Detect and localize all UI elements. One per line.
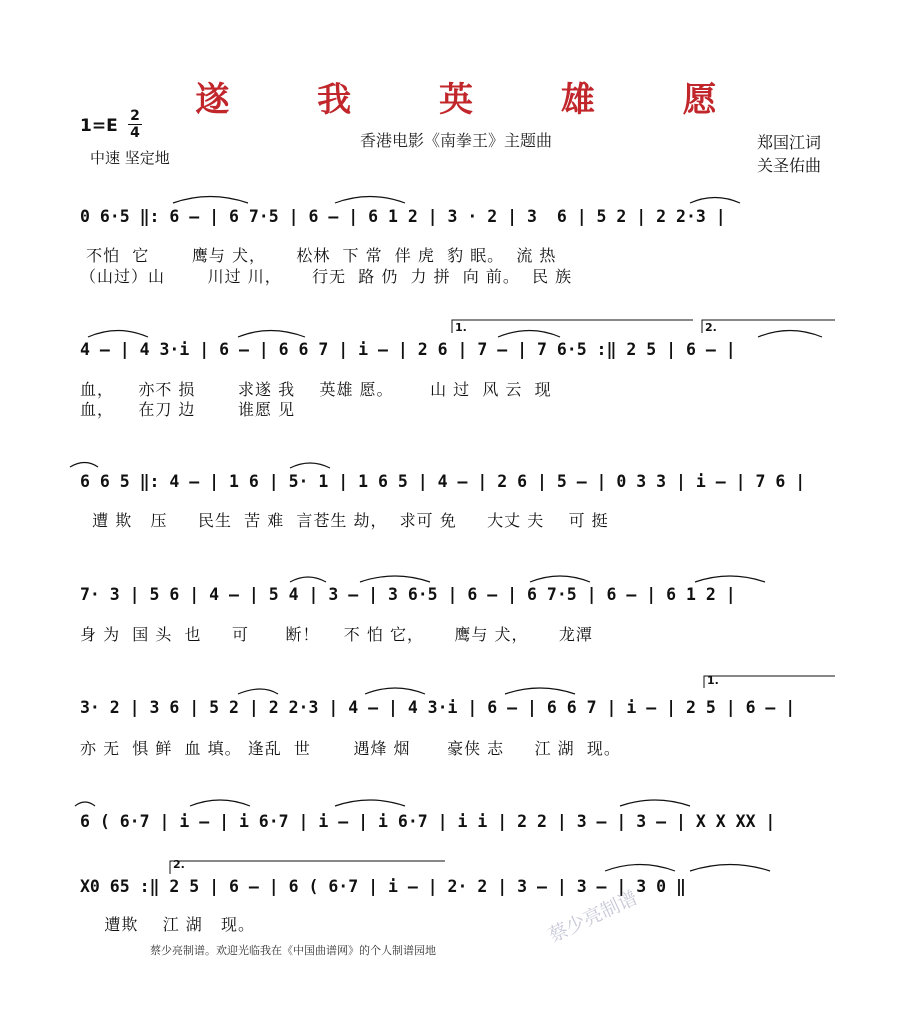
lyric-line-1a: 不怕 它 鹰与 犬， 松林 下 常 伴 虎 豹 眠。 流 热 [80, 246, 557, 265]
lyric-line-4: 身 为 国 头 也 可 断！ 不 怕 它， 鹰与 犬， 龙潭 [80, 625, 593, 644]
song-subtitle: 香港电影《南拳王》主题曲 [359, 131, 552, 150]
score-line-4: 7· 3 | 5 6 | 4 — | 5 4 | 3 — | 3 6·5 | 6 — | 6 7·5 | 6 — | 6 1 2 | [80, 585, 736, 604]
score-line-5: 3· 2 | 3 6 | 5 2 | 2 2·3 | 4 — | 4 3·i | 6 — | 6 6 7 | i — | 2 5 | 6 — | [80, 698, 796, 717]
score-line-3: 6 6 5 ‖: 4 — | 1 6 | 5· 1 | 1 6 5 | 4 — | 2 6 | 5 — | 0 3 3 | i — | 7 6 | [80, 472, 806, 491]
score-line-1: 0 6·5 ‖: 6 — | 6 7·5 | 6 — | 6 1 2 | 3 · 2 | 3 6 | 5 2 | 2 2·3 | [80, 207, 726, 226]
volta-1-label: 1. [455, 321, 467, 334]
volta-2-label: 2. [705, 321, 717, 334]
tempo-marking: 中速 坚定地 [90, 149, 170, 167]
score-line-2: 4 — | 4 3·i | 6 — | 6 6 7 | i — | 2 6 | 7 — | 7 6·5 :‖ 2 5 | 6 — | [80, 340, 736, 359]
watermark-stamp: 蔡少亮制谱 [545, 886, 641, 947]
time-signature-top: 2 [130, 108, 140, 124]
composer-credit: 关圣佑曲 [757, 156, 822, 175]
lyric-line-2b: 血， 在刀 边 谁愿 见 [80, 400, 296, 419]
lyric-line-3: 遭 欺 压 民生 苦 难 言苍生 劫， 求可 免 大丈 夫 可 挺 [80, 511, 609, 530]
lyric-line-2a: 血， 亦不 损 求遂 我 英雄 愿。 山 过 风 云 现 [80, 380, 552, 399]
footer-note: 蔡少亮制谱。欢迎光临我在《中国曲谱网》的个人制谱园地 [150, 944, 436, 957]
lyricist-credit: 郑国江词 [757, 133, 822, 152]
lyric-line-1b: （山过）山 川过 川， 行无 路 仍 力 拼 向 前。 民 族 [80, 267, 573, 286]
volta-2-label-line7: 2. [173, 858, 185, 871]
lyric-line-7: 遭欺 江 湖 现。 [80, 915, 256, 934]
score-line-7: X0 65 :‖ 2 5 | 6 — | 6 ( 6·7 | i — | 2· 2 | 3 — | 3 — | 3 0 ‖ [80, 877, 686, 896]
score-line-6: 6 ( 6·7 | i — | i 6·7 | i — | i 6·7 | i i | 2 2 | 3 — | 3 — | X X XX | [80, 812, 776, 831]
key-signature: 1=E [80, 116, 118, 136]
lyric-line-5: 亦 无 惧 鲜 血 填。 逢乱 世 遇烽 烟 豪侠 志 江 湖 现。 [80, 739, 621, 758]
volta-1-label-line5: 1. [707, 674, 719, 687]
time-signature-bottom: 4 [130, 125, 140, 141]
song-title: 遂 我 英 雄 愿 [195, 80, 755, 120]
